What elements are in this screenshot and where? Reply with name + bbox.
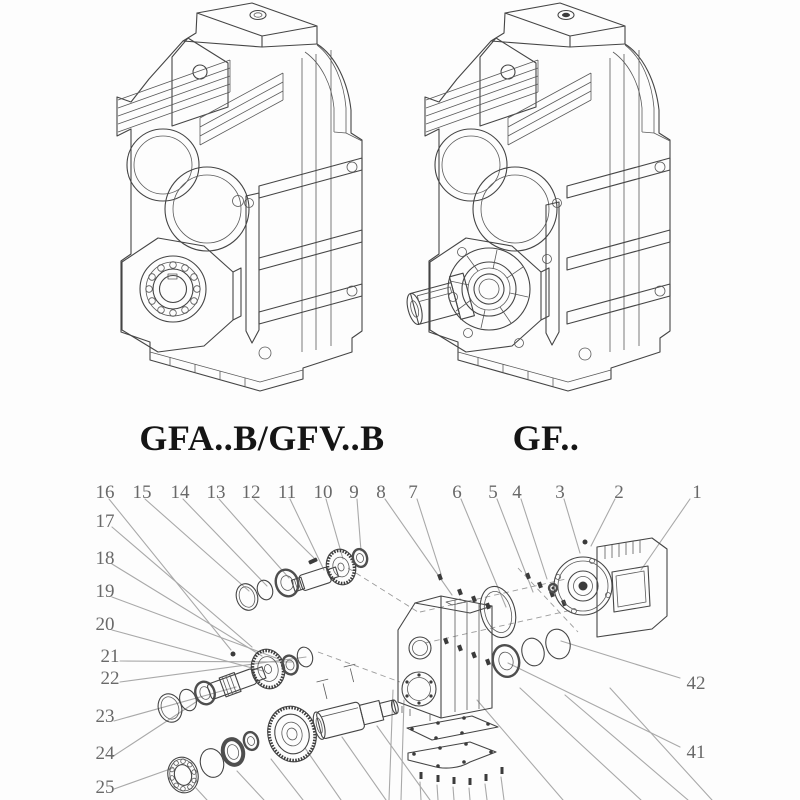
- callout-18: 18: [95, 548, 115, 569]
- pan-bolts: [420, 767, 504, 785]
- callout-2: 2: [614, 482, 624, 503]
- oil-pan: [408, 742, 496, 768]
- motor-flange-gasket: [475, 582, 521, 641]
- callout-41: 41: [686, 742, 706, 763]
- gear-bores: [435, 129, 562, 251]
- callout-11: 11: [277, 482, 297, 503]
- output-gear: [262, 701, 323, 768]
- motor-shaft: [579, 582, 588, 591]
- housing-outline: [117, 3, 362, 391]
- side-straps: [567, 158, 670, 324]
- top-mount-bar: [491, 11, 625, 48]
- side-column-ribs: [302, 50, 331, 352]
- callout-12: 12: [241, 482, 261, 503]
- callout-5: 5: [488, 482, 498, 503]
- figure-gfa-gfv-drawing: [117, 3, 362, 391]
- callout-3: 3: [555, 482, 565, 503]
- callout-16: 16: [95, 482, 115, 503]
- cooling-fins-left: [426, 60, 538, 132]
- callout-25: 25: [95, 777, 115, 798]
- gearbox-housing: [398, 596, 492, 721]
- output-bearing: [140, 256, 206, 322]
- leader-lines: [109, 499, 712, 800]
- bearing: [272, 567, 301, 599]
- caption-gf: GF..: [512, 418, 580, 458]
- callout-6: 6: [452, 482, 462, 503]
- ball-bearing: [164, 754, 202, 797]
- front-plate: [480, 38, 536, 126]
- output-shaft: [403, 264, 510, 332]
- gear-bores: [127, 129, 254, 251]
- figure-gf-drawing: [403, 3, 670, 391]
- retaining-ring: [519, 636, 547, 669]
- callout-20: 20: [95, 614, 115, 635]
- octagon-face: [122, 238, 241, 352]
- callout-9: 9: [349, 482, 359, 503]
- gasket: [407, 716, 498, 740]
- callout-22: 22: [100, 668, 120, 689]
- dowel-pin: [231, 652, 236, 657]
- shaft-keyway: [417, 287, 451, 302]
- cooling-fins-center: [200, 73, 283, 145]
- vent-plug: [583, 540, 588, 545]
- callout-17: 17: [95, 511, 115, 532]
- callout-19: 19: [95, 581, 115, 602]
- intermediate-shaft-parts: [154, 645, 315, 725]
- side-column-ribs: [610, 50, 639, 352]
- housing-outline: [425, 3, 670, 391]
- output-flange: [448, 248, 552, 348]
- callout-21: 21: [100, 646, 120, 667]
- callout-10: 10: [313, 482, 333, 503]
- callout-13: 13: [206, 482, 226, 503]
- top-mount-bar: [183, 11, 317, 48]
- cooling-fins-center: [508, 73, 591, 145]
- exploded-view: [96, 482, 713, 800]
- callout-24: 24: [95, 743, 115, 764]
- callout-14: 14: [170, 482, 190, 503]
- oil-plug-hole: [254, 13, 262, 17]
- callout-1: 1: [692, 482, 702, 503]
- input-shaft-parts: [233, 546, 369, 613]
- washer: [351, 547, 369, 568]
- washer: [242, 730, 260, 751]
- input-bearing: [489, 642, 522, 680]
- front-pillar: [546, 202, 559, 345]
- cooling-fins-left: [118, 60, 230, 132]
- callouts: [96, 482, 706, 798]
- callout-23: 23: [95, 706, 115, 727]
- motor: [554, 538, 667, 637]
- front-plate: [172, 38, 228, 126]
- callout-4: 4: [512, 482, 522, 503]
- front-pillar: [233, 193, 260, 343]
- octagon-face: [430, 238, 549, 352]
- callout-15: 15: [132, 482, 152, 503]
- side-straps: [259, 158, 362, 324]
- end-cap: [233, 581, 261, 613]
- oil-plug: [562, 13, 570, 17]
- callout-42: 42: [686, 673, 706, 694]
- small-bearing: [280, 654, 299, 676]
- caption-gfa-gfv: GFA..B/GFV..B: [139, 418, 385, 458]
- hollow-output-shaft: [302, 657, 401, 741]
- shaft-key: [308, 557, 318, 564]
- callout-7: 7: [408, 482, 418, 503]
- callout-8: 8: [376, 482, 386, 503]
